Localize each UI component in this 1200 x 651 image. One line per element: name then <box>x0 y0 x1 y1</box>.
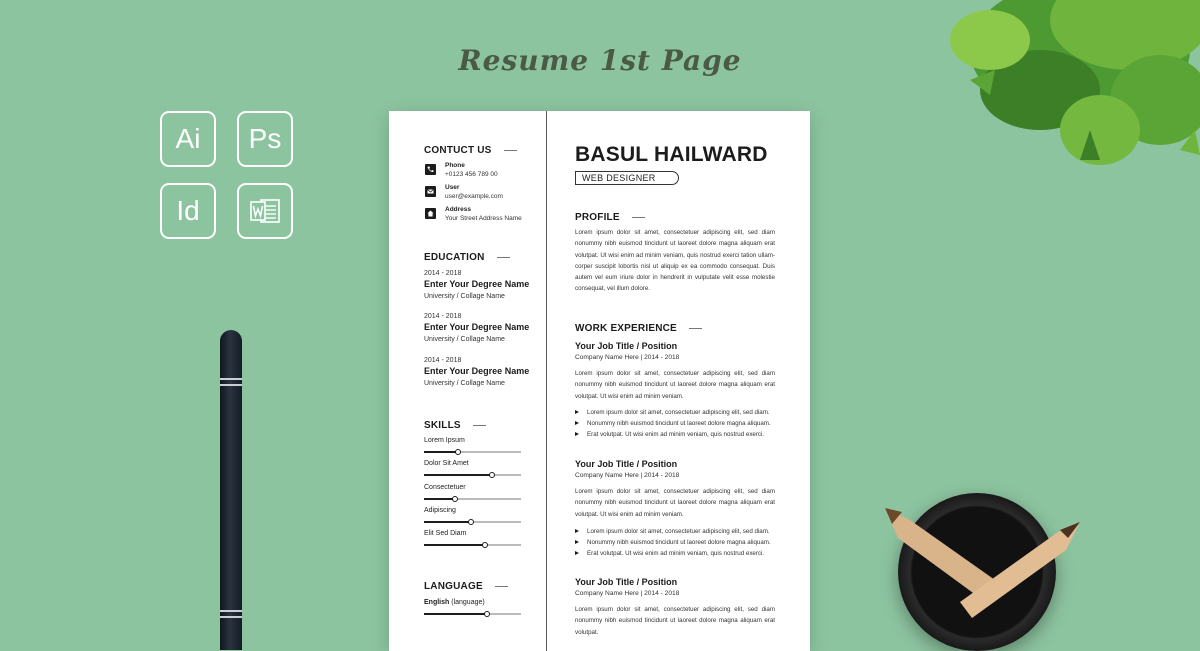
skill-bar-knob <box>452 496 458 502</box>
skill-name: Consectetuer <box>424 483 466 491</box>
language-title: LANGUAGE <box>424 581 508 592</box>
education-title: EDUCATION <box>424 252 510 263</box>
resume-name: BASUL HAILWARD <box>575 143 768 166</box>
skill-bar-knob <box>489 472 495 478</box>
job-title: Your Job Title / Position <box>575 577 678 587</box>
word-icon <box>237 183 293 239</box>
job-bullet: Nonummy nibh euismod tincidunt ut laoreet dolore magna aliquam. <box>575 420 771 427</box>
email-icon <box>425 186 436 197</box>
education-school: University / Collage Name <box>424 293 505 300</box>
skill-bar-fill <box>424 544 485 546</box>
skill-bar-fill <box>424 451 458 453</box>
job-description: Lorem ipsum dolor sit amet, consectetuer adipiscing elit, sed diam nonummy nibh euismod tincidunt ut laoreet dolore magna aliquam erat volutpat. Ut wisi enim ad minim veniam. <box>575 488 775 518</box>
skill-name: Lorem Ipsum <box>424 437 465 444</box>
language-bar-fill <box>424 613 487 615</box>
skill-name: Adipiscing <box>424 506 456 514</box>
contact-user-label: User <box>445 184 460 191</box>
phone-icon <box>425 164 436 175</box>
skill-bar <box>424 474 521 476</box>
education-years: 2014 - 2018 <box>424 270 462 277</box>
skill-name: Dolor Sit Amet <box>424 460 469 468</box>
app-icons <box>160 111 298 243</box>
indesign-icon: Id <box>160 183 216 239</box>
contact-phone-value: +0123 456 789 00 <box>445 171 498 178</box>
job-company: Company Name Here | 2014 - 2018 <box>575 354 680 361</box>
skill-bar <box>424 451 521 453</box>
column-divider <box>546 111 547 651</box>
skill-bar <box>424 544 521 546</box>
skills-title: SKILLS <box>424 420 486 431</box>
job-description: Lorem ipsum dolor sit amet, consectetuer adipiscing elit, sed diam nonummy nibh euismod tincidunt ut laoreet dolore magna aliquam erat volutpat. <box>575 606 775 636</box>
job-description: Lorem ipsum dolor sit amet, consectetuer adipiscing elit, sed diam nonummy nibh euismod tincidunt ut laoreet dolore magna aliquam erat volutpat. Ut wisi enim ad minim veniam. <box>575 370 775 400</box>
profile-text: Lorem ipsum dolor sit amet, consectetuer adipiscing elit, sed diam nonummy nibh euismod tincidunt ut laoreet dolore magna aliquam erat volutpat. Ut wisi enim ad minim veniam, quis nostrud exerci tation ullam-corper suscipit lobortis nisl ut aliquip ex ea commodo consequat. Duis autem vel eum iriure dolor in hendrerit in vulputate velit esse molestie consequat, vel illum dolore. <box>575 229 775 293</box>
job-bullet: Nonummy nibh euismod tincidunt ut laoreet dolore magna aliquam. <box>575 539 771 546</box>
plant-decoration <box>930 0 1200 210</box>
profile-title: PROFILE <box>575 212 645 223</box>
education-years: 2014 - 2018 <box>424 313 462 320</box>
education-degree: Enter Your Degree Name <box>424 366 530 376</box>
contact-address-value: Your Street Address Name <box>445 215 522 222</box>
job-bullet: Erat volutpat. Ut wisi enim ad minim veniam, quis nostrud exerci. <box>575 550 764 557</box>
job-title: Your Job Title / Position <box>575 459 678 469</box>
resume-page <box>389 111 810 651</box>
home-icon <box>425 208 436 219</box>
skill-name: Elit Sed Diam <box>424 530 467 538</box>
skill-bar <box>424 498 521 500</box>
language-item: English (language) <box>424 599 485 606</box>
skill-bar-fill <box>424 498 455 500</box>
skill-bar-knob <box>455 449 461 455</box>
job-bullet: Lorem ipsum dolor sit amet, consectetuer adipiscing elit, sed diam. <box>575 409 770 416</box>
contact-phone-label: Phone <box>445 162 465 169</box>
job-company: Company Name Here | 2014 - 2018 <box>575 590 680 597</box>
skill-bar-fill <box>424 474 492 476</box>
language-bar-knob <box>484 611 490 617</box>
job-bullet: Lorem ipsum dolor sit amet, consectetuer adipiscing elit, sed diam. <box>575 528 770 535</box>
pen-decoration <box>220 330 242 650</box>
education-school: University / Collage Name <box>424 336 505 343</box>
skill-bar-knob <box>482 542 488 548</box>
photoshop-icon: Ps <box>237 111 293 167</box>
contact-address-label: Address <box>445 206 472 213</box>
illustrator-icon: Ai <box>160 111 216 167</box>
education-school: University / Collage Name <box>424 380 505 387</box>
job-company: Company Name Here | 2014 - 2018 <box>575 472 680 479</box>
skill-bar-fill <box>424 521 471 523</box>
education-degree: Enter Your Degree Name <box>424 322 530 332</box>
job-title: Your Job Title / Position <box>575 341 678 351</box>
job-bullet: Erat volutpat. Ut wisi enim ad minim veniam, quis nostrud exerci. <box>575 431 764 438</box>
skill-bar <box>424 521 521 523</box>
contact-user-value: user@example.com <box>445 193 503 200</box>
education-years: 2014 - 2018 <box>424 357 462 364</box>
contact-title: CONTUCT US <box>424 145 517 156</box>
skill-bar-knob <box>468 519 474 525</box>
resume-role: WEB DESIGNER <box>575 171 679 185</box>
language-bar <box>424 613 521 615</box>
education-degree: Enter Your Degree Name <box>424 279 530 289</box>
headline: Resume 1st Page <box>458 44 742 77</box>
work-title: WORK EXPERIENCE <box>575 323 702 334</box>
pencils-decoration <box>880 500 1090 627</box>
